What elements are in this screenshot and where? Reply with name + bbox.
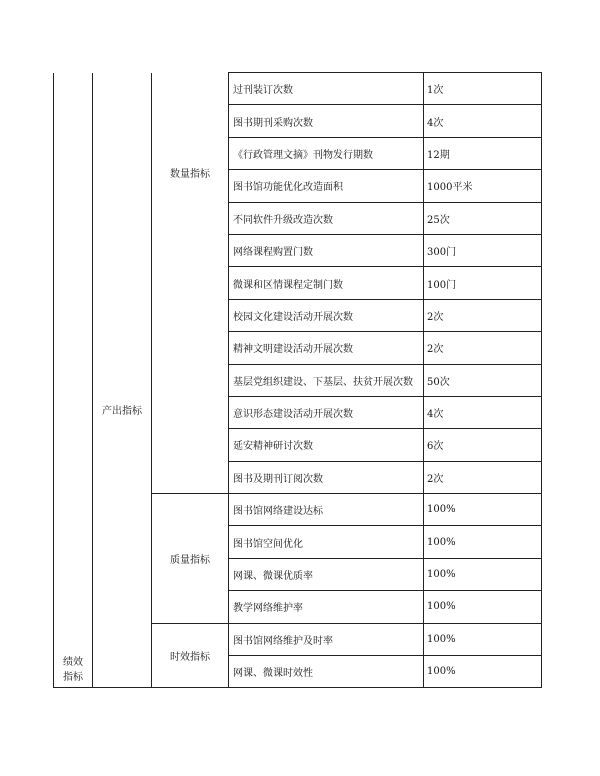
value-text: 100% (427, 633, 456, 645)
value-cell (424, 526, 542, 558)
indicator-cell (229, 267, 424, 299)
indicator-cell (229, 591, 424, 623)
value-text: 300门 (427, 247, 457, 259)
value-cell (424, 170, 542, 202)
group-label: 数量指标 (170, 168, 210, 180)
value-text: 2次 (427, 311, 444, 323)
value-text: 2次 (427, 344, 444, 356)
indicator-cell (229, 170, 424, 202)
indicator-cell (229, 526, 424, 558)
level1-label: 绩效指标 (63, 657, 83, 684)
value-text: 1次 (427, 85, 444, 97)
group-cell-quantity (152, 73, 229, 494)
indicator-cell (229, 656, 424, 688)
value-cell (424, 234, 542, 266)
indicator-cell (229, 396, 424, 428)
value-cell (424, 299, 542, 331)
value-text: 4次 (427, 117, 444, 129)
indicator-cell (229, 234, 424, 266)
value-text: 50次 (427, 376, 450, 388)
value-cell (424, 364, 542, 396)
indicator-cell (229, 494, 424, 526)
value-cell (424, 396, 542, 428)
value-text: 6次 (427, 441, 444, 453)
indicator-text: 过刊装订次数 (233, 85, 293, 97)
indicator-text: 不同软件升级改造次数 (233, 214, 333, 226)
indicator-cell (229, 299, 424, 331)
indicator-text: 教学网络维护率 (233, 603, 303, 615)
group-cell-timeliness (152, 623, 229, 688)
value-text: 1000平米 (427, 182, 473, 194)
indicator-text: 网络课程购置门数 (233, 247, 313, 259)
indicator-text: 精神文明建设活动开展次数 (233, 344, 353, 356)
group-label: 质量指标 (170, 554, 210, 566)
value-cell (424, 137, 542, 169)
value-text: 25次 (427, 214, 450, 226)
value-text: 2次 (427, 473, 444, 485)
indicator-cell (229, 332, 424, 364)
value-cell (424, 105, 542, 137)
value-cell (424, 656, 542, 688)
value-cell (424, 73, 542, 105)
indicator-text: 微课和区情课程定制门数 (233, 279, 343, 291)
value-cell (424, 429, 542, 461)
value-cell (424, 591, 542, 623)
value-text: 100% (427, 569, 456, 581)
indicator-text: 图书馆网络建设达标 (233, 506, 323, 518)
value-cell (424, 332, 542, 364)
indicator-cell (229, 202, 424, 234)
table-row (54, 73, 542, 105)
indicator-text: 图书馆空间优化 (233, 538, 303, 550)
group-label: 时效指标 (170, 652, 210, 664)
indicator-cell (229, 137, 424, 169)
value-cell (424, 623, 542, 655)
indicator-cell (229, 623, 424, 655)
indicator-text: 意识形态建设活动开展次数 (233, 409, 353, 421)
indicator-text: 《行政管理文摘》刊物发行期数 (233, 149, 373, 161)
performance-indicator-table (53, 72, 542, 688)
indicator-text: 网课、微课优质率 (233, 571, 313, 583)
value-text: 4次 (427, 409, 444, 421)
value-cell (424, 267, 542, 299)
value-text: 100% (427, 504, 456, 516)
indicator-text: 图书馆网络维护及时率 (233, 635, 333, 647)
indicator-text: 图书及期刊订阅次数 (233, 473, 323, 485)
value-text: 100门 (427, 279, 457, 291)
indicator-text: 图书期刊采购次数 (233, 117, 313, 129)
indicator-cell (229, 105, 424, 137)
value-text: 100% (427, 601, 456, 613)
value-text: 100% (427, 666, 456, 678)
value-cell (424, 494, 542, 526)
group-cell-quality (152, 494, 229, 624)
indicator-cell (229, 73, 424, 105)
value-cell (424, 202, 542, 234)
value-text: 12期 (427, 149, 450, 161)
indicator-cell (229, 558, 424, 590)
indicator-text: 延安精神研讨次数 (233, 441, 313, 453)
level2-label: 产出指标 (102, 406, 142, 418)
value-text: 100% (427, 536, 456, 548)
value-cell (424, 461, 542, 493)
value-cell (424, 558, 542, 590)
indicator-text: 校园文化建设活动开展次数 (233, 311, 353, 323)
indicator-cell (229, 429, 424, 461)
level2-cell (93, 73, 152, 688)
indicator-text: 网课、微课时效性 (233, 668, 313, 680)
indicator-text: 基层党组织建设、下基层、扶贫开展次数 (233, 376, 413, 388)
indicator-text: 图书馆功能优化改造面积 (233, 182, 343, 194)
level1-cell (54, 73, 93, 688)
indicator-cell (229, 364, 424, 396)
indicator-cell (229, 461, 424, 493)
